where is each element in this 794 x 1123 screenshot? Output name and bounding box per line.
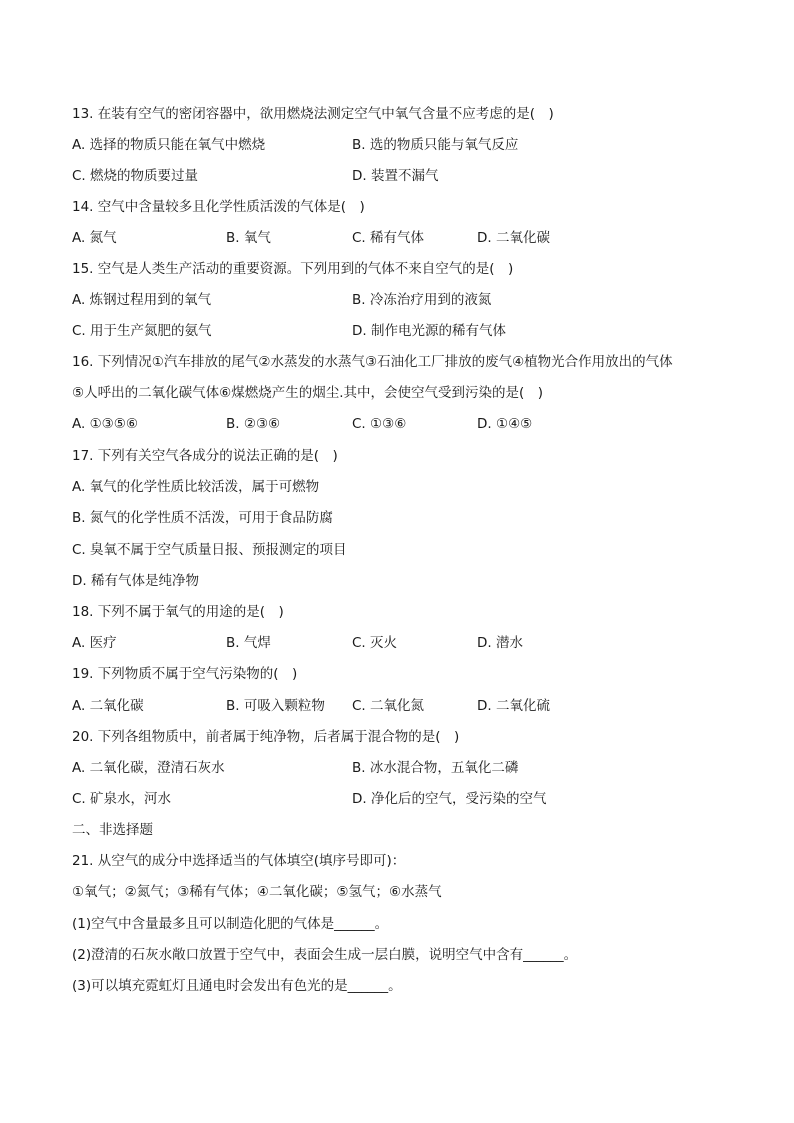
q14-option-b: B. 氧气: [226, 230, 271, 246]
question-16-stem-line1: 16. 下列情况①汽车排放的尾气②水蒸发的水蒸气③石油化工厂排放的废气④植物光合作用放出的气体: [72, 354, 673, 370]
q14-option-a: A. 氮气: [72, 230, 117, 246]
question-19-stem: 19. 下列物质不属于空气污染物的( ): [72, 666, 298, 682]
question-21-stem: 21. 从空气的成分中选择适当的气体填空(填序号即可)：: [72, 853, 406, 869]
question-17-stem: 17. 下列有关空气各成分的说法正确的是( ): [72, 448, 338, 464]
q14-option-d: D. 二氧化碳: [477, 230, 550, 246]
q21-choices: ①氧气；②氮气；③稀有气体；④二氧化碳；⑤氢气；⑥水蒸气: [72, 884, 442, 900]
q15-option-a: A. 炼钢过程用到的氧气: [72, 292, 212, 308]
q17-option-d: D. 稀有气体是纯净物: [72, 573, 199, 589]
q13-option-c: C. 燃烧的物质要过量: [72, 168, 199, 184]
q15-option-c: C. 用于生产氮肥的氨气: [72, 323, 212, 339]
question-14-stem: 14. 空气中含量较多且化学性质活泼的气体是( ): [72, 199, 365, 215]
q20-option-c: C. 矿泉水，河水: [72, 791, 172, 807]
q18-option-b: B. 气焊: [226, 635, 271, 651]
q18-option-c: C. 灭火: [352, 635, 398, 651]
q19-option-a: A. 二氧化碳: [72, 698, 144, 714]
q20-option-d: D. 净化后的空气，受污染的空气: [352, 791, 547, 807]
q21-part-3: (3)可以填充霓虹灯且通电时会发出有色光的是______。: [72, 978, 402, 994]
q19-option-c: C. 二氧化氮: [352, 698, 425, 714]
q17-option-a: A. 氧气的化学性质比较活泼，属于可燃物: [72, 479, 320, 495]
q18-option-a: A. 医疗: [72, 635, 117, 651]
q19-option-b: B. 可吸入颗粒物: [226, 698, 325, 714]
q15-option-b: B. 冷冻治疗用到的液氮: [352, 292, 492, 308]
q16-option-c: C. ①③⑥: [352, 416, 407, 432]
q17-option-b: B. 氮气的化学性质不活泼，可用于食品防腐: [72, 510, 333, 526]
question-18-stem: 18. 下列不属于氧气的用途的是( ): [72, 604, 284, 620]
question-13-stem: 13. 在装有空气的密闭容器中，欲用燃烧法测定空气中氧气含量不应考虑的是( ): [72, 106, 554, 122]
q14-option-c: C. 稀有气体: [352, 230, 425, 246]
q21-part-1: (1)空气中含量最多且可以制造化肥的气体是______。: [72, 916, 389, 932]
q18-option-d: D. 潜水: [477, 635, 523, 651]
q16-option-b: B. ②③⑥: [226, 416, 281, 432]
q13-option-a: A. 选择的物质只能在氧气中燃烧: [72, 137, 266, 153]
question-16-stem-line2: ⑤人呼出的二氧化碳气体⑥煤燃烧产生的烟尘.其中，会使空气受到污染的是( ): [72, 385, 544, 401]
q15-option-d: D. 制作电光源的稀有气体: [352, 323, 506, 339]
q20-option-b: B. 冰水混合物，五氧化二磷: [352, 760, 519, 776]
q20-option-a: A. 二氧化碳，澄清石灰水: [72, 760, 225, 776]
q17-option-c: C. 臭氧不属于空气质量日报、预报测定的项目: [72, 542, 347, 558]
q21-part-2: (2)澄清的石灰水敞口放置于空气中，表面会生成一层白膜，说明空气中含有______。: [72, 947, 578, 963]
question-15-stem: 15. 空气是人类生产活动的重要资源。下列用到的气体不来自空气的是( ): [72, 261, 514, 277]
q13-option-d: D. 装置不漏气: [352, 168, 439, 184]
q16-option-d: D. ①④⑤: [477, 416, 533, 432]
q19-option-d: D. 二氧化硫: [477, 698, 550, 714]
section-heading: 二、非选择题: [72, 822, 153, 838]
question-20-stem: 20. 下列各组物质中，前者属于纯净物，后者属于混合物的是( ): [72, 729, 460, 745]
q13-option-b: B. 选的物质只能与氧气反应: [352, 137, 519, 153]
q16-option-a: A. ①③⑤⑥: [72, 416, 138, 432]
